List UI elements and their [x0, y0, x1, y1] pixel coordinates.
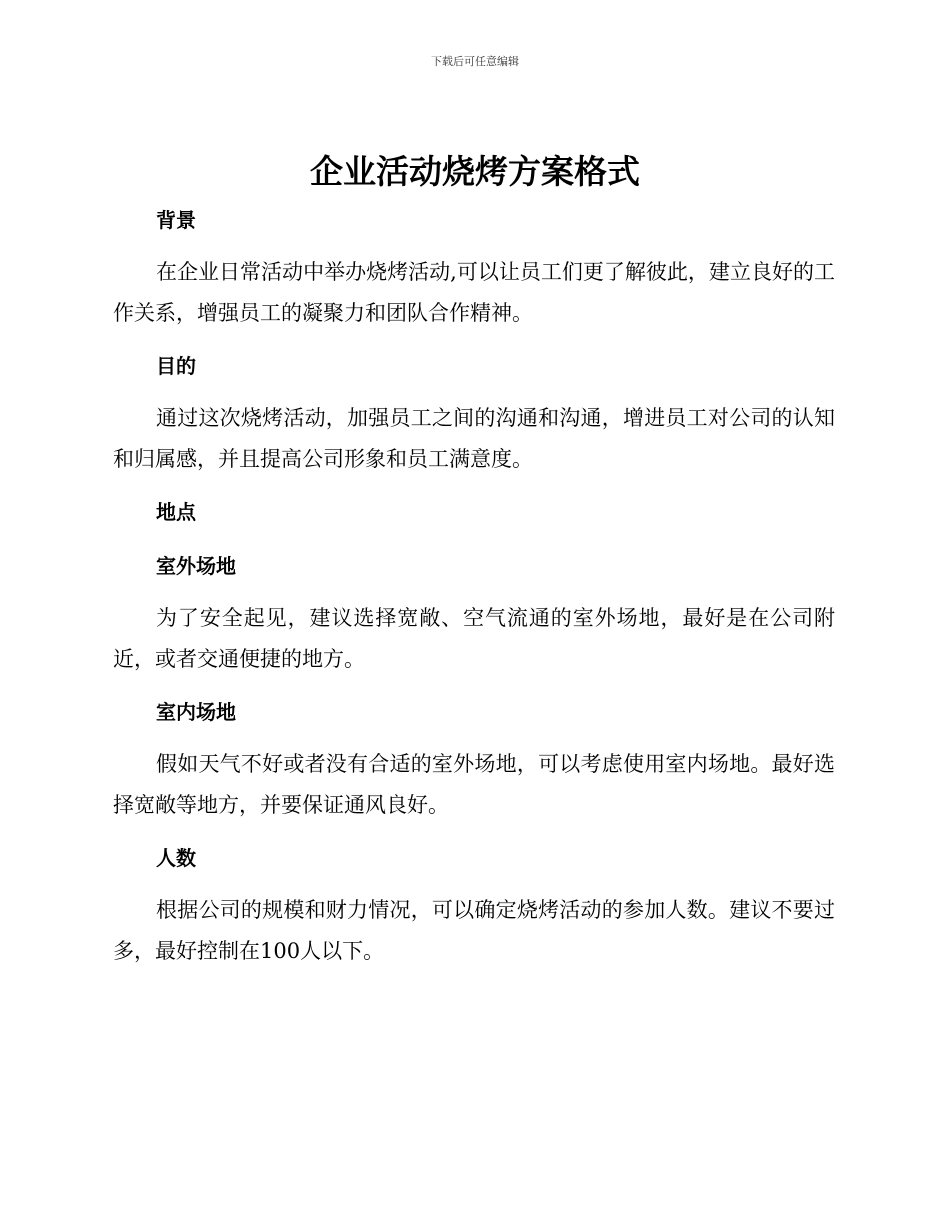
section-purpose [113, 349, 835, 480]
section-indoor [113, 695, 835, 826]
section-outdoor [113, 549, 835, 680]
section-location [113, 495, 835, 529]
section-heading-outdoor: 室外场地 [156, 554, 236, 578]
section-heading-purpose: 目的 [156, 354, 196, 378]
document-body [113, 203, 835, 972]
paragraph-outdoor: 为了安全起见，建议选择宽敞、空气流通的室外场地，最好是在公司附近，或者交通便捷的地方。 [113, 606, 835, 671]
section-background [113, 203, 835, 334]
page-header-note: 下载后可任意编辑 [431, 55, 519, 68]
section-heading-location: 地点 [156, 500, 196, 524]
section-heading-headcount: 人数 [156, 846, 196, 870]
section-heading-indoor: 室内场地 [156, 700, 236, 724]
paragraph-headcount: 根据公司的规模和财力情况，可以确定烧烤活动的参加人数。建议不要过多，最好控制在100人以下。 [113, 898, 835, 963]
document-title: 企业活动烧烤方案格式 [310, 152, 640, 191]
section-headcount [113, 841, 835, 972]
section-heading-background: 背景 [156, 208, 196, 232]
paragraph-background: 在企业日常活动中举办烧烤活动,可以让员工们更了解彼此，建立良好的工作关系，增强员工的凝聚力和团队合作精神。 [113, 260, 835, 325]
paragraph-indoor: 假如天气不好或者没有合适的室外场地，可以考虑使用室内场地。最好选择宽敞等地方，并要保证通风良好。 [113, 752, 835, 817]
paragraph-purpose: 通过这次烧烤活动，加强员工之间的沟通和沟通，增进员工对公司的认知和归属感，并且提高公司形象和员工满意度。 [113, 406, 835, 471]
